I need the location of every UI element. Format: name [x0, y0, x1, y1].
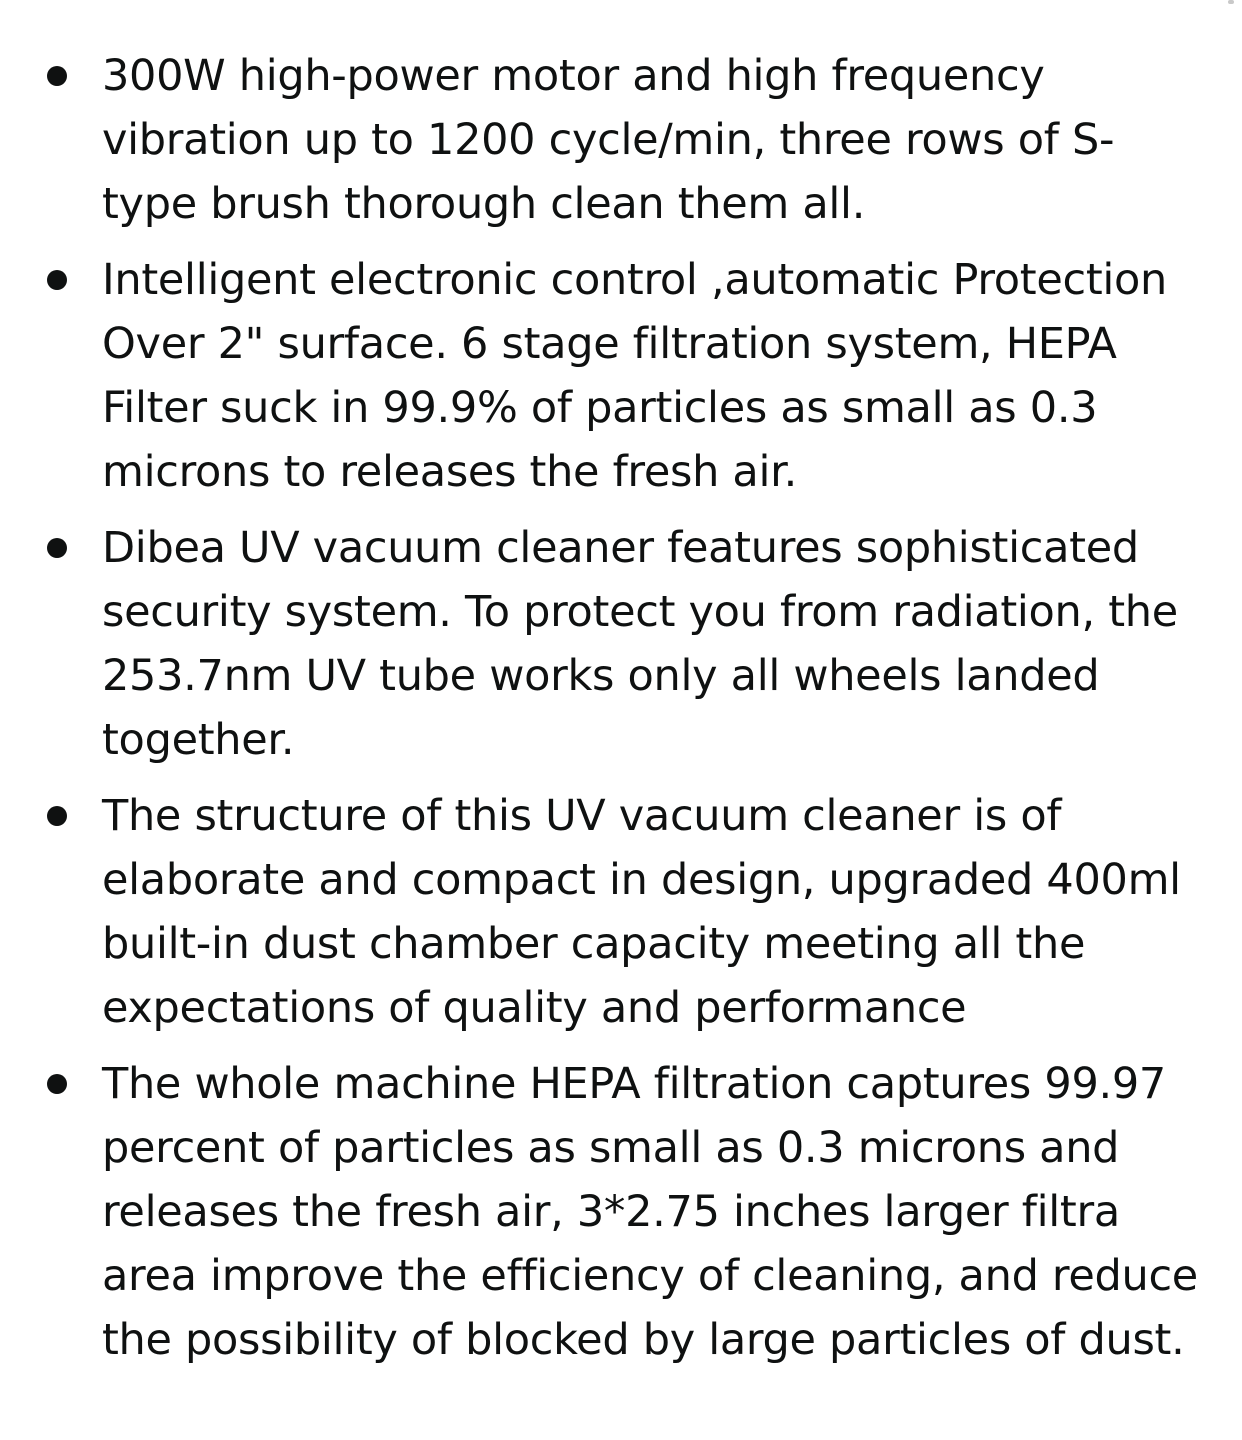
bullet-icon: [47, 538, 67, 558]
list-item: [0, 248, 1242, 504]
feature-text: Intelligent electronic control ,automatic Protection Over 2" surface. 6 stage filtration system, HEPA Filter suck in 99.9% of particles as small as 0.3 microns to releases the fresh air.: [102, 255, 1167, 497]
bullet-icon: [47, 806, 67, 826]
feature-text: Dibea UV vacuum cleaner features sophisticated security system. To protect you from radiation, the 253.7nm UV tube works only all wheels landed together.: [102, 523, 1178, 765]
scroll-indicator[interactable]: [1228, 0, 1234, 4]
feature-bullet-list: [0, 44, 1242, 1384]
list-item: [0, 44, 1242, 236]
feature-text: 300W high-power motor and high frequency vibration up to 1200 cycle/min, three rows of S-type brush thorough clean them all.: [102, 51, 1115, 229]
list-item: [0, 784, 1242, 1040]
list-item: [0, 1052, 1242, 1372]
list-item: [0, 516, 1242, 772]
feature-text: The whole machine HEPA filtration captures 99.97 percent of particles as small as 0.3 microns and releases the fresh air, 3*2.75 inches larger filtra area improve the efficiency of cleaning, and reduce the possibility of blocked by large particles of dust.: [102, 1059, 1198, 1365]
bullet-icon: [47, 1074, 67, 1094]
bullet-icon: [47, 270, 67, 290]
bullet-icon: [47, 66, 67, 86]
feature-text: The structure of this UV vacuum cleaner is of elaborate and compact in design, upgraded 400ml built-in dust chamber capacity meeting all the expectations of quality and performance: [102, 791, 1181, 1033]
